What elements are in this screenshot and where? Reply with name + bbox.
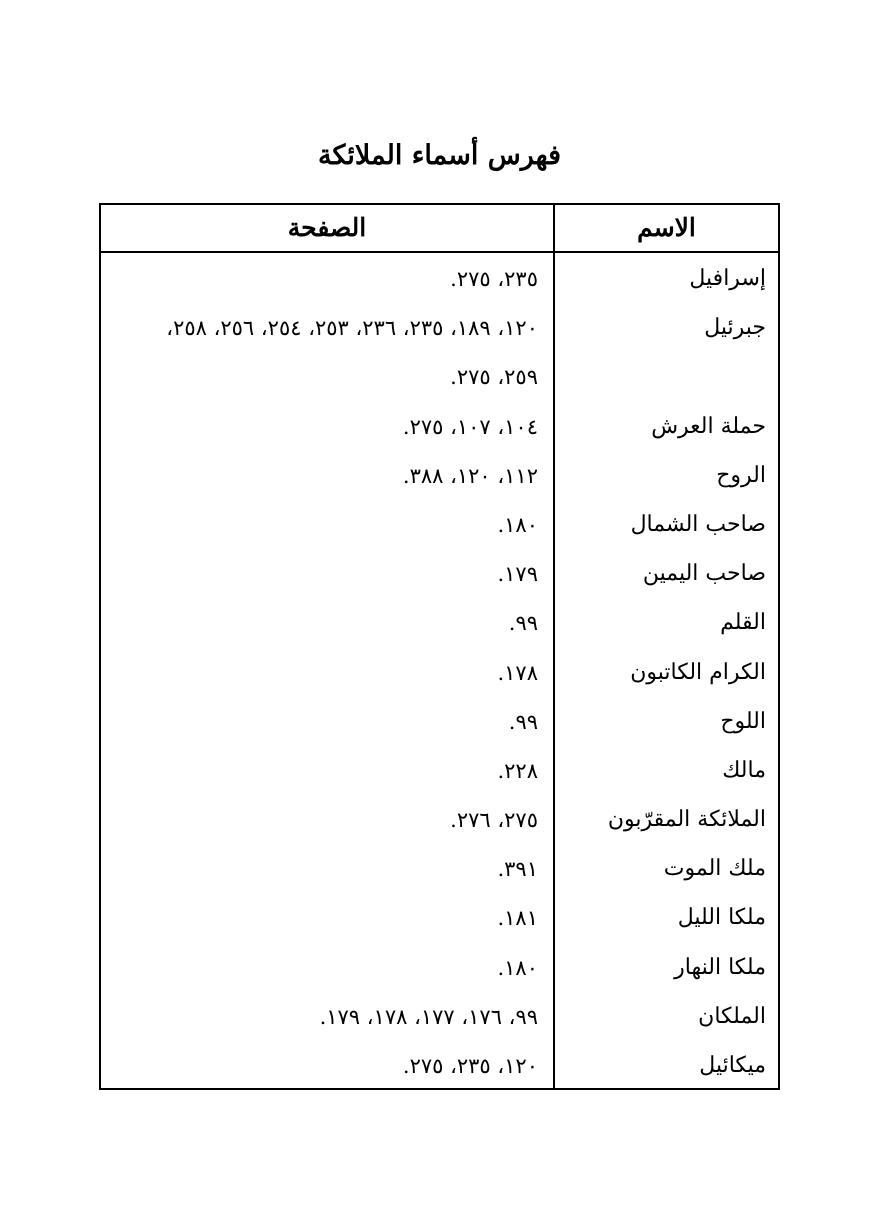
page-refs: ١٨٠.: [497, 512, 538, 537]
table-row: [101, 302, 778, 351]
page-refs: ١١٢، ١٢٠، ٣٨٨.: [402, 463, 538, 488]
angel-name: الملكان: [698, 1003, 766, 1029]
angel-name: القلم: [720, 610, 766, 636]
table-row: [101, 696, 778, 745]
page-refs: ١٧٨.: [497, 660, 538, 685]
table-row: [101, 942, 778, 991]
table-row: [101, 647, 778, 696]
table-row: [101, 794, 778, 843]
page-refs: ٣٩١.: [497, 857, 538, 882]
column-header-pages: الصفحة: [287, 213, 367, 242]
table-row: [101, 548, 778, 597]
angel-name: إسرافيل: [689, 266, 766, 291]
angel-name: ملك الموت: [663, 856, 766, 882]
table-row: [101, 745, 778, 794]
table-row: [101, 401, 778, 450]
angel-name: مالك: [722, 757, 766, 783]
angel-name: صاحب اليمين: [642, 561, 766, 587]
page-refs: ٢٧٥، ٢٧٦.: [450, 808, 538, 833]
page-refs: ٢٥٩، ٢٧٥.: [450, 365, 538, 390]
angel-name: ملكا الليل: [677, 905, 766, 931]
angel-name: الملائكة المقرّبون: [607, 807, 766, 833]
page-refs: ٢٣٥، ٢٧٥.: [450, 267, 538, 291]
angel-name: ملكا النهار: [674, 954, 766, 980]
table-row: [101, 843, 778, 892]
angel-name: حملة العرش: [651, 413, 766, 439]
table-row: [101, 450, 778, 499]
table-row: [101, 892, 778, 941]
page-refs: ٩٩، ١٧٦، ١٧٧، ١٧٨، ١٧٩.: [319, 1004, 538, 1029]
angel-name: صاحب الشمال: [630, 511, 766, 537]
page-refs: ١٨١.: [497, 906, 538, 931]
table-row: [101, 991, 778, 1040]
angels-index-table: [99, 203, 780, 1090]
page-refs: ١٧٩.: [497, 562, 538, 587]
table-row: [101, 1040, 778, 1089]
page-refs: ١٠٤، ١٠٧، ٢٧٥.: [402, 414, 538, 439]
table-body: [101, 253, 778, 1088]
angel-name: الكرام الكاتبون: [630, 659, 766, 685]
angel-name: اللوح: [720, 708, 766, 734]
table-row: [101, 351, 778, 400]
page-refs: ٩٩.: [508, 709, 538, 734]
page-refs: ٢٢٨.: [497, 758, 538, 783]
angel-name: جبرئيل: [704, 315, 766, 341]
angel-name: الروح: [716, 462, 766, 488]
angel-name: ميكائيل: [699, 1053, 766, 1078]
page-title: فهرس أسماء الملائكة: [317, 140, 561, 171]
page-refs: ١٨٠.: [497, 955, 538, 980]
page-refs: ١٢٠، ٢٣٥، ٢٧٥.: [402, 1054, 538, 1078]
column-header-name: الاسم: [637, 213, 696, 242]
table-row: [101, 499, 778, 548]
table-row: [101, 597, 778, 646]
page-refs: ٩٩.: [508, 611, 538, 636]
page-refs: ١٢٠، ١٨٩، ٢٣٥، ٢٣٦، ٢٥٣، ٢٥٤، ٢٥٦، ٢٥٨،: [166, 316, 538, 341]
table-row: [101, 253, 778, 302]
